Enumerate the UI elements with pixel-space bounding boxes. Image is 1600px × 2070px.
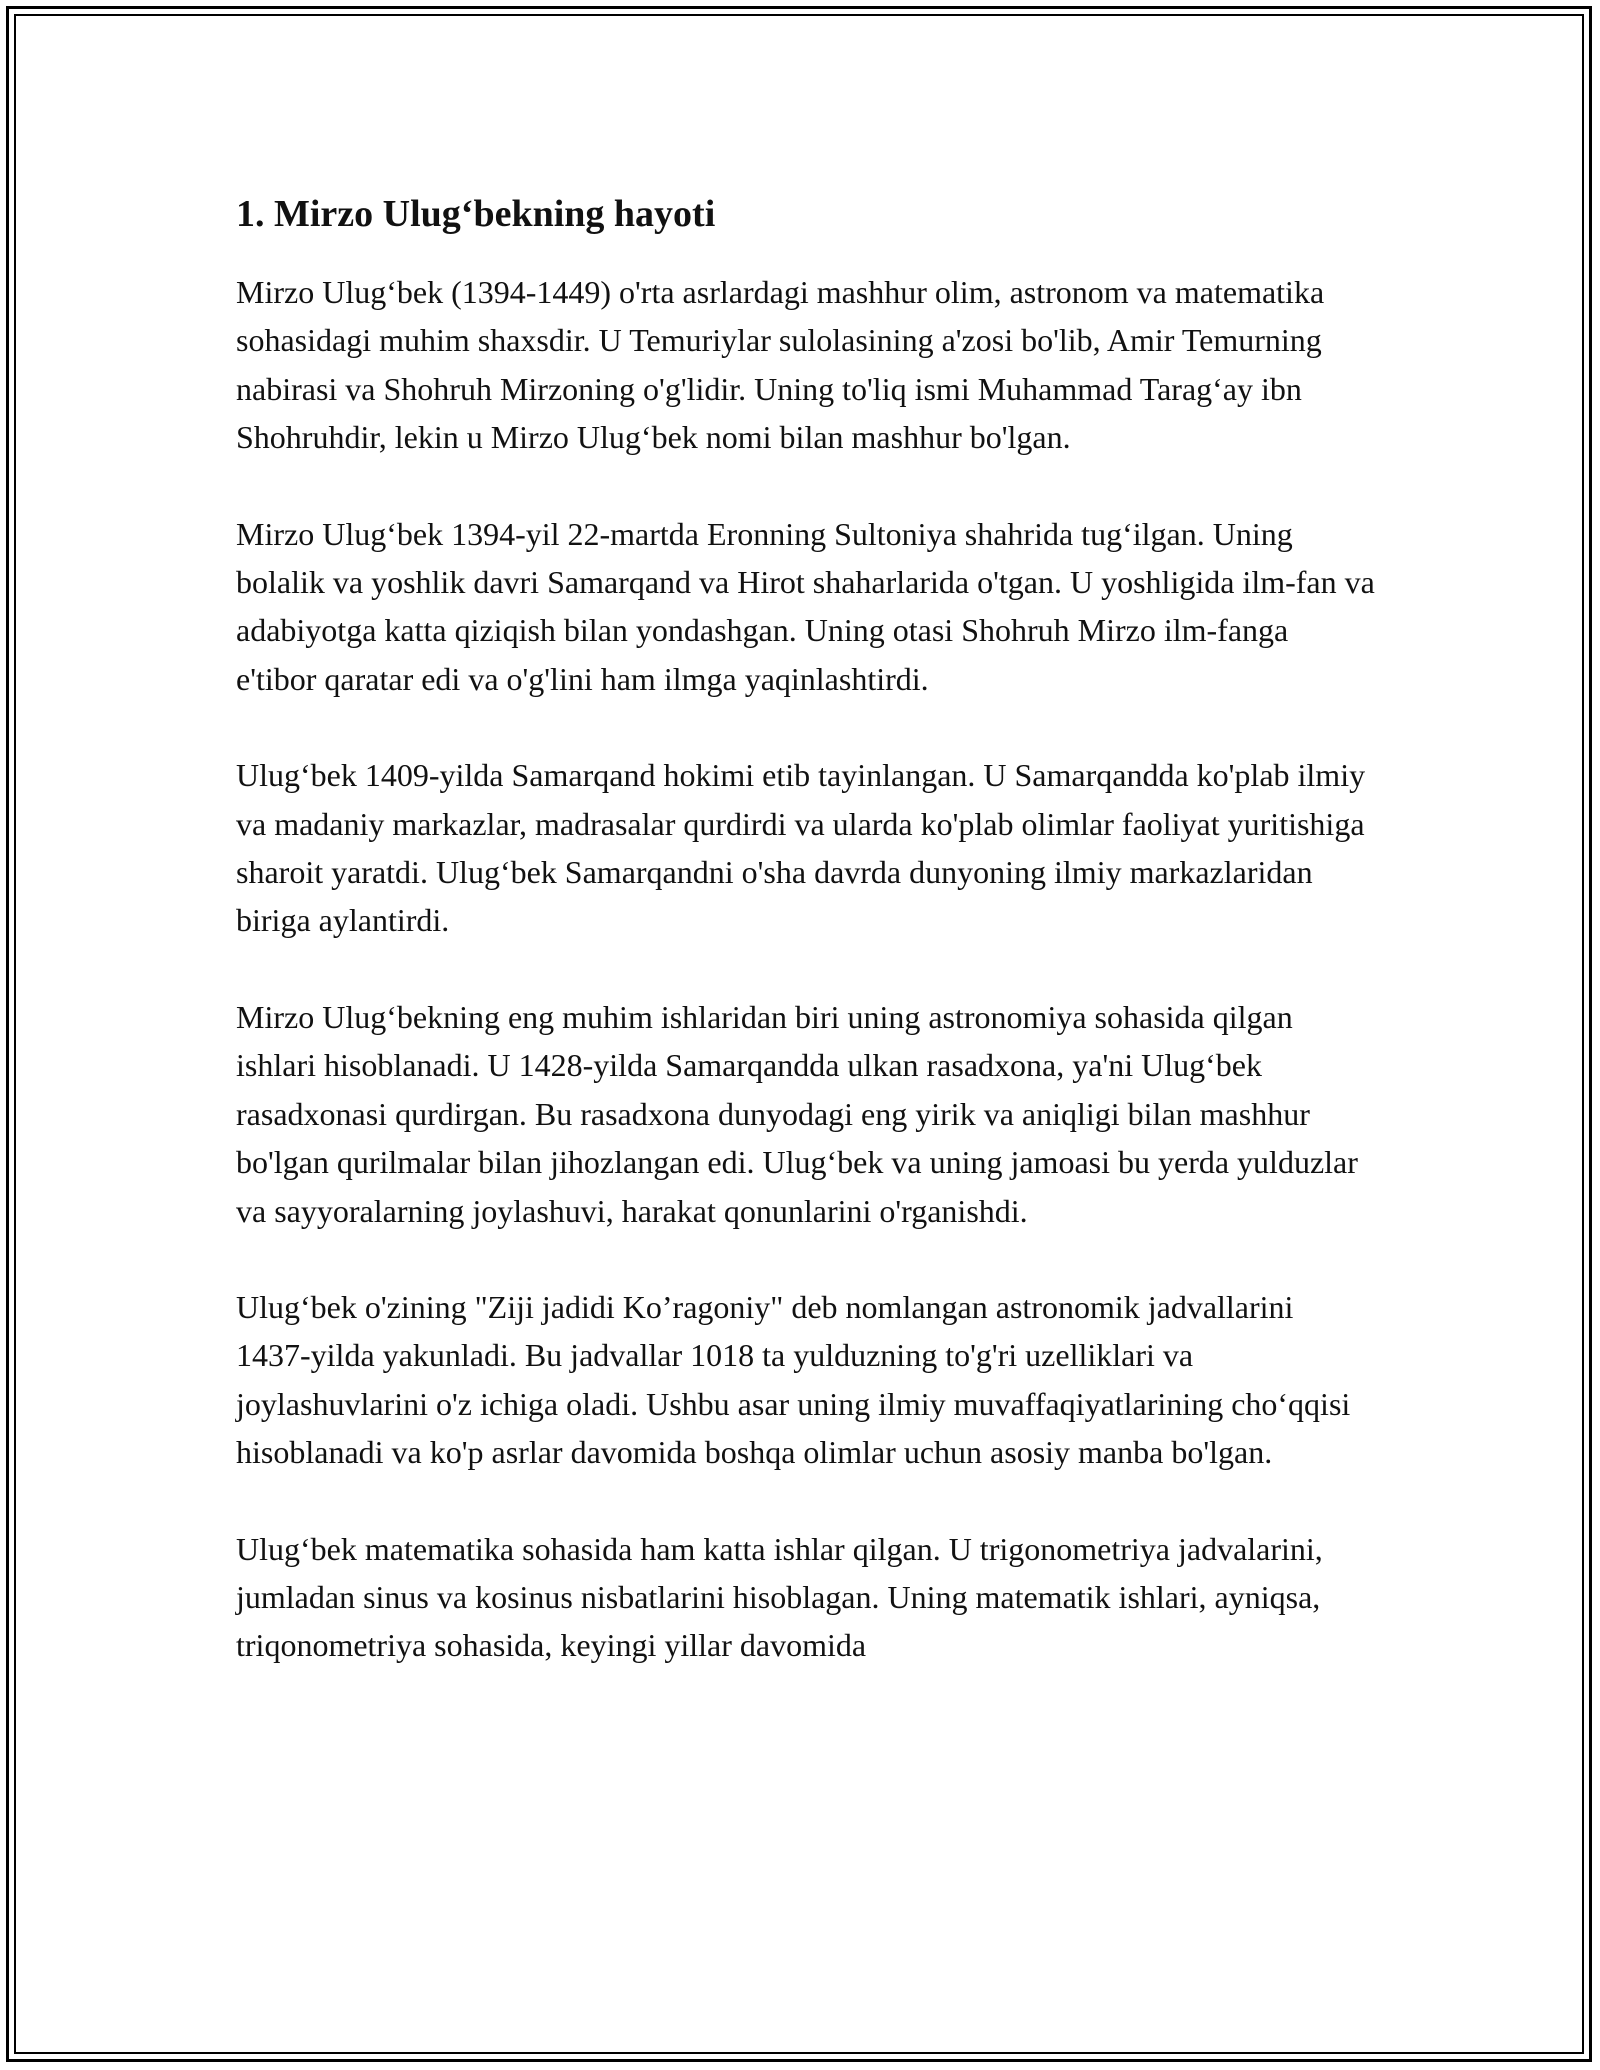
section-heading: 1. Mirzo Ulug‘bekning hayoti	[236, 193, 716, 235]
paragraph-5: Ulug‘bek o'zining "Ziji jadidi Ko’ragoniy" deb nomlangan astronomik jadvallarini 1437-yilda yakunladi. Bu jadvallar 1018 ta yulduzning to'g'ri uzelliklari va joylashuvlarini o'z ichiga oladi. Ushbu asar uning ilmiy muvaffaqiyatlarining cho‘qqisi hisoblanadi va ko'p asrlar davomida boshqa olimlar uchun asosiy manba bo'lgan.	[236, 1288, 1351, 1471]
document-page	[236, 188, 1376, 1718]
paragraph-3: Ulug‘bek 1409-yilda Samarqand hokimi etib tayinlangan. U Samarqandda ko'plab ilmiy va madaniy markazlar, madrasalar qurdirdi va ularda ko'plab olimlar faoliyat yuritishiga sharoit yaratdi. Ulug‘bek Samarqandni o'sha davrda dunyoning ilmiy markazlaridan biriga aylantirdi.	[236, 757, 1366, 939]
paragraph-6: Ulug‘bek matematika sohasida ham katta ishlar qilgan. U trigonometriya jadvalarini, jumladan sinus va kosinus nisbatlarini hisoblagan. Uning matematik ishlari, ayniqsa, triqonometriya sohasida, keyingi yillar davomida	[236, 1530, 1323, 1664]
paragraph-2: Mirzo Ulug‘bek 1394-yil 22-martda Eronning Sultoniya shahrida tug‘ilgan. Uning bolalik va yoshlik davri Samarqand va Hirot shaharlarida o'tgan. U yoshligida ilm-fan va adabiyotga katta qiziqish bilan yondashgan. Uning otasi Shohruh Mirzo ilm-fanga e'tibor qaratar edi va o'g'lini ham ilmga yaqinlashtirdi.	[236, 515, 1375, 697]
paragraph-4: Mirzo Ulug‘bekning eng muhim ishlaridan biri uning astronomiya sohasida qilgan ishlari hisoblanadi. U 1428-yilda Samarqandda ulkan rasadxona, ya'ni Ulug‘bek rasadxonasi qurdirgan. Bu rasadxona dunyodagi eng yirik va aniqligi bilan mashhur bo'lgan qurilmalar bilan jihozlangan edi. Ulug‘bek va uning jamoasi bu yerda yulduzlar va sayyoralarning joylashuvi, harakat qonunlarini o'rganishdi.	[236, 998, 1358, 1229]
paragraph-1: Mirzo Ulug‘bek (1394-1449) o'rta asrlardagi mashhur olim, astronom va matematika sohasidagi muhim shaxsdir. U Temuriylar sulolasining a'zosi bo'lib, Amir Temurning nabirasi va Shohruh Mirzoning o'g'lidir. Uning to'liq ismi Muhammad Tarag‘ay ibn Shohruhdir, lekin u Mirzo Ulug‘bek nomi bilan mashhur bo'lgan.	[236, 274, 1325, 456]
